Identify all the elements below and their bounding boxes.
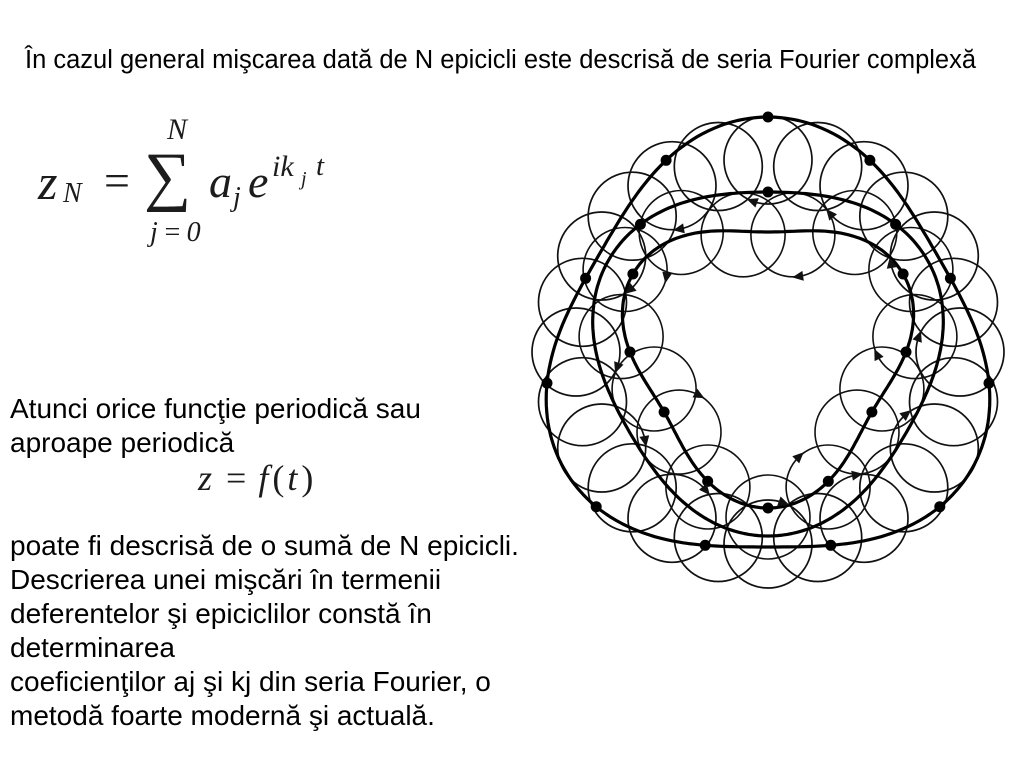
paragraph-line: metodă foarte modernă şi actuală. [10,700,435,731]
trace-dot [702,476,713,487]
function-open-paren: ( [272,458,285,498]
trace-dot [945,273,956,284]
trace-dot [580,273,591,284]
epicycle-circle [774,123,862,211]
epicycle-diagram [515,108,1020,593]
trace-curve-outer [546,117,990,547]
formula-equals: = [104,155,130,206]
trace-dot [627,269,638,280]
trace-dot [864,155,875,166]
trace-dot [984,378,995,389]
direction-arrow [913,331,922,343]
formula-lhs: z [38,154,58,210]
epicycle-circle [666,445,750,529]
formula-exponent-variable: t [316,150,325,182]
function-formula [198,458,313,498]
epicycle-circle [701,193,785,277]
formula-exponent: ik [272,150,294,183]
epicycle-circle [674,123,762,211]
trace-dot [866,407,877,418]
formula-lhs-subscript: N [63,178,82,209]
epicycle-circle [890,212,978,300]
trace-dot [898,269,909,280]
function-name: f [258,458,269,498]
paragraph-line: Descrierea unei mişcări în termenii [10,564,442,595]
trace-dot [901,347,912,358]
paragraph-line: coeficienţilor aj şi kj din seria Fourier, o [10,666,491,697]
direction-arrow [747,198,759,207]
epicycle-circle [588,444,676,532]
trace-dot [825,540,836,551]
slide-title: În cazul general mişcarea dată de N epicicli este descrisă de seria Fourier complexă [25,46,977,74]
paragraph-explanation [10,529,519,733]
trace-dot [890,219,901,230]
function-close-paren: ) [301,458,314,498]
formula-exponential-base: e [248,156,269,207]
trace-dot [542,378,553,389]
trace-dot [625,347,636,358]
summation-upper-limit: N [167,113,188,146]
direction-arrow [792,271,804,281]
epicycle-circle [860,172,948,260]
function-argument: t [287,458,298,498]
fourier-series-formula [0,0,360,260]
epicycle-circle [873,295,957,379]
trace-dot [700,540,711,551]
paragraph-line: deferentelor şi epiciclilor constă în [10,598,432,629]
direction-arrow [662,272,672,284]
trace-dot [661,155,672,166]
function-equals: = [226,458,247,498]
trace-dot [763,187,774,198]
trace-dot [823,476,834,487]
formula-exponent-subscript: j [301,168,307,190]
summation-lower-limit: j=0 [150,217,206,248]
trace-dot [763,503,774,514]
trace-dot [659,407,670,418]
trace-dot [591,501,602,512]
paragraph-line: Atunci orice funcţie periodică sau [10,393,421,424]
trace-dot [635,219,646,230]
paragraph-line: poate fi descrisă de o sumă de N epicicli. [10,530,519,561]
paragraph-line: determinarea [10,632,175,663]
epicycle-circle [860,444,948,532]
paragraph-intro [10,392,421,460]
trace-dot [934,501,945,512]
formula-coefficient-subscript: j [233,182,241,213]
summation-symbol: ∑ [144,140,192,213]
epicycle-circle [588,172,676,260]
trace-dot [763,112,774,123]
formula-coefficient: a [209,156,232,207]
paragraph-line: aproape periodică [10,427,235,458]
function-lhs: z [198,458,213,498]
